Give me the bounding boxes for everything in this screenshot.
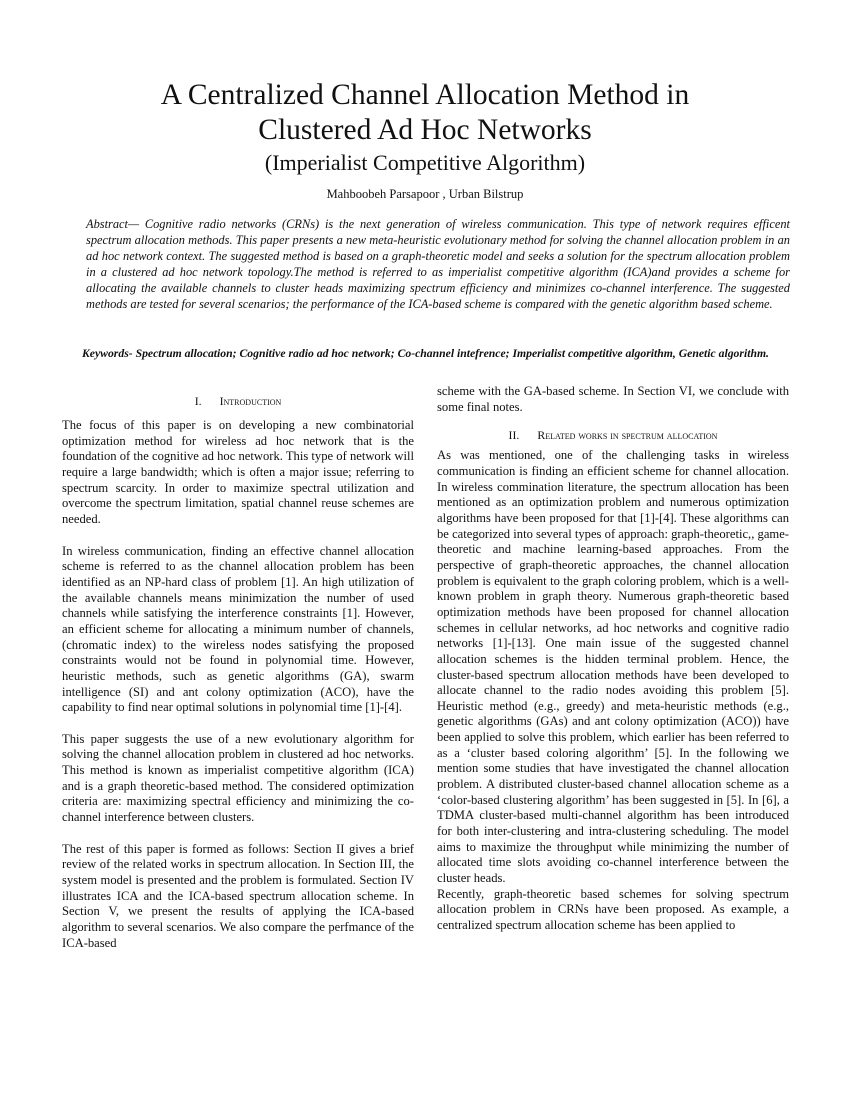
section-heading-related-works xyxy=(437,428,789,443)
keywords: Keywords- Spectrum allocation; Cognitive radio ad hoc network; Co-channel intefrence; Imperialist competitive algorithm, Genetic algorithm. xyxy=(82,347,769,360)
section-title: Related works in spectrum allocation xyxy=(537,428,718,443)
title-line-1: A Centralized Channel Allocation Method in xyxy=(160,79,690,111)
abstract xyxy=(86,216,790,313)
abstract-text: Cognitive radio networks (CRNs) is the next generation of wireless communication. This type of network requires efficent spectrum allocation methods. This paper presents a new meta-heuristic evolutionary method for solving the channel allocation problem in an ad hoc network context. The suggested method is based on a graph-theoretic model and seeks a solution for the spectrum allocation problem in a clustered ad hoc network topology.The method is referred to as imperialist competitive algorithm (ICA)and provides a scheme for allocating the available channels to cluster heads maximizing spectrum efficiency and minimizes co-channel interference. The suggested methods are tested for several scenarios; the performance of the ICA-based scheme is compared with the genetic algorithm based scheme. xyxy=(86,217,790,312)
paper-subtitle: (Imperialist Competitive Algorithm) xyxy=(264,150,586,175)
related-paragraph-2: Recently, graph-theoretic based schemes for solving spectrum allocation problem in CRNs have been proposed. As example, a centralized spectrum allocation scheme has been applied to xyxy=(437,886,789,932)
intro-paragraph-2: In wireless communication, finding an effective channel allocation scheme is referred to as the channel allocation problem has been identified as an NP-hard class of problem [1]. An high utilization of the available channels means minimization the number of used channels while satisfying the interference constraints [1]. However, an efficient scheme for allocating a minimum number of channels, (chromatic index) to the wireless nodes satisfying the proposed constraints would not be found in polynomial time. However, heuristic methods, such as genetic algorithms (GA), swarm intelligence (SI) and ant colony optimization (ACO), have the capability to find near optimal solutions in polynomial time [1]-[4]. xyxy=(62,543,414,715)
right-column xyxy=(437,384,789,934)
title-line-2: Clustered Ad Hoc Networks xyxy=(258,114,592,146)
intro-paragraph-4: The rest of this paper is formed as follows: Section II gives a brief review of the related works in spectrum allocation. In Section III, the system model is presented and the problem is formulated. Section IV illustrates ICA and the ICA-based spectrum allocation scheme. In Section V, we present the results of applying the ICA-based algorithm to several scenarios. We also compare the perfmance of the ICA-based xyxy=(62,841,414,950)
abstract-label: Abstract— xyxy=(86,217,140,231)
section-number: I. xyxy=(194,394,202,408)
section-title: Introduction xyxy=(219,394,282,408)
left-column xyxy=(62,394,414,951)
related-paragraph-1: As was mentioned, one of the challenging tasks in wireless communication is finding an efficient scheme for channel allocation. In wireless commination literature, the spectrum allocation has been mentioned as an optimization problem and numerous optimization algorithms have been proposed for that [1]-[4]. These algorithms can be categorized into several types of approach: graph-theoretic,, game-theoretic and machine learning-based approaches. From the perspective of graph-theoretic approaches, the channel allocation problem is equivalent to the graph coloring problem, which is a well-known problem in graph theory. Numerous graph-theoretic based optimization methods have been proposed for channel allocation schemes in cellular networks, ad hoc networks and cognitive radio networks [1]-[13]. One main issue of the suggested channel allocation schemes is the hidden terminal problem. Hence, the cluster-based spectrum allocation methods have been developed to allocate channel to the radio nodes avoiding this problem [5]. Heuristic method (e.g., greedy) and meta-heuristic methods (e.g., genetic algorithms (GAs) and ant colony optimization (ACO)) have been applied to solve this problem, which earlier has been referred to as a ‘cluster based coloring algorithm’ [5]. In the following we mention some studies that have investigated the channel allocation problem. A distributed cluster-based channel allocation scheme as a ‘color-based clustering algorithm’ has been suggested in [5]. In [6], a TDMA cluster-based multi-channel algorithm has been introduced for both inter-clustering and intra-clustering scheduling. The model aims to maximize the throughput while minimizing the number of allocated time slots avoiding co-channel interference between the cluster heads. xyxy=(437,448,789,886)
intro-paragraph-1: The focus of this paper is on developing a new combinatorial optimization method for wireless ad hoc network that is the foundation of the cognitive ad hoc network. This type of network will require a large bandwidth; which is often a major issue; referring to spectrum scarcity. In order to maximize spectral utilization and overcome the spectrum limitation, spatial channel reuse schemes are needed. xyxy=(62,418,414,526)
author-list: Mahboobeh Parsapoor , Urban Bilstrup xyxy=(326,187,524,201)
intro-paragraph-3: This paper suggests the use of a new evolutionary algorithm for solving the channel allocation problem in clustered ad hoc networks. This method is known as imperialist competitive algorithm (ICA) and is a graph theoretic-based method. The considered optimization criteria are: maximizing spectral efficiency and minimizing the co-channel interference between clusters. xyxy=(62,731,414,825)
paper-title xyxy=(62,78,788,148)
intro-paragraph-continuation: scheme with the GA-based scheme. In Section VI, we conclude with some final notes. xyxy=(437,384,789,414)
section-number: II. xyxy=(508,428,520,443)
section-heading-introduction xyxy=(62,394,414,409)
